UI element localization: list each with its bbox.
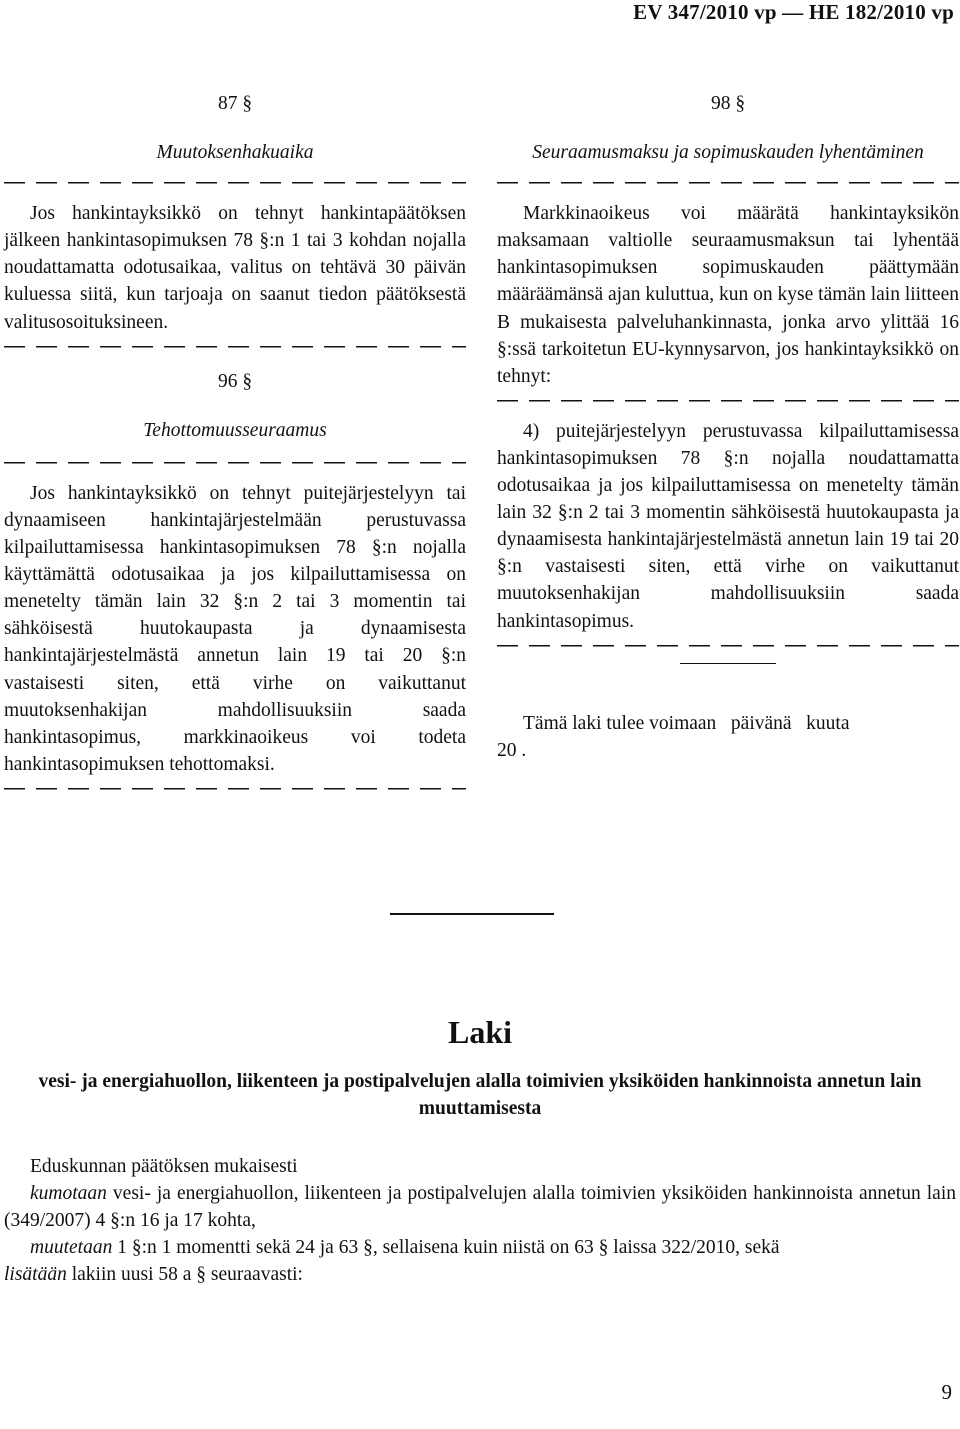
section-98-title: Seuraamusmaksu ja sopimuskauden lyhentäminen	[532, 142, 924, 164]
omission-dashes	[4, 782, 466, 796]
kumotaan-text: vesi- ja energiahuollon, liikenteen ja postipalvelujen alalla toimivien yksiköiden hankinnoista annetun lain (349/2007) 4 §:n 16 ja 17 kohta,	[4, 1183, 956, 1231]
lisataan-text: lakiin uusi 58 a § seuraavasti:	[66, 1264, 303, 1285]
section-96-number: 96 §	[217, 370, 253, 392]
muutetaan-word: muutetaan	[30, 1237, 113, 1258]
kumotaan-paragraph	[4, 1180, 956, 1234]
section-98-item-4: 4) puitejärjestelyyn perustuvassa kilpailuttamisessa hankintasopimuksen 78 §:n nojalla noudattamatta odotusaikaa ja jos kilpailuttamisessa on menetelty tämän lain 32 §:n 2 tai 3 momentin sähköisestä huutokaupasta ja dynaamisesta hankintajärjestelmästä annetun lain 19 tai 20 §:n vastaisesti siten, että virhe on vaikuttanut muutoksenhakijan mahdollisuuksiin saada hankintasopimus.	[497, 420, 959, 632]
law-subtitle: vesi- ja energiahuollon, liikenteen ja postipalvelujen alalla toimivien yksiköiden hankinnoista annetun lain muuttamisesta	[38, 1071, 922, 1119]
entry-into-force: Tämä laki tulee voimaan päivänä kuuta	[523, 713, 850, 735]
section-separator-rule	[390, 913, 554, 915]
muutetaan-paragraph	[4, 1234, 956, 1288]
left-column	[4, 82, 466, 806]
entry-year: 20 .	[497, 740, 527, 762]
section-96-text: Jos hankintayksikkö on tehnyt puitejärjestelyyn tai dynaamiseen hankintajärjestelmään perustuvassa kilpailuttamisessa hankintasopimuksen 78 §:n nojalla käyttämättä odotusaikaa ja jos kilpailuttamisessa on menetelty tämän lain 32 §:n 2 tai 3 momentin tai sähköisestä huutokaupasta ja dynaamisesta hankintajärjestelmästä annetun lain 19 tai 20 §:n vastaisesti siten, että virhe on vaikuttanut muutoksenhakijan mahdollisuuksiin saada hankintasopimus, markkinaoikeus voi todeta hankintasopimuksen tehottomaksi.	[4, 482, 466, 775]
law-preamble	[4, 1153, 956, 1288]
right-column	[497, 82, 959, 764]
omission-dashes	[4, 456, 466, 470]
section-87-number: 87 §	[217, 93, 253, 114]
kumotaan-word: kumotaan	[30, 1183, 107, 1204]
omission-dashes	[4, 176, 466, 190]
omission-dashes	[4, 340, 466, 354]
section-98-number: 98 §	[710, 93, 746, 114]
section-98-text: Markkinaoikeus voi määrätä hankintayksikön maksamaan valtiolle seuraamusmaksun tai lyhentää hankintasopimuksen sopimuskauden päättymään määräämänsä ajan kuluttua, kun on kyse tämän lain liitteen B mukaisesta palveluhankinnasta, jonka arvo ylittää 16 §:ssä tarkoitetun EU-kynnysarvon, jos hankintayksikkö on tehnyt:	[497, 203, 959, 387]
section-87-title: Muutoksenhakuaika	[156, 142, 314, 164]
law-intro: Eduskunnan päätöksen mukaisesti	[30, 1156, 298, 1177]
lisataan-word: lisätään	[4, 1264, 67, 1285]
end-rule-wrap	[497, 663, 959, 665]
muutetaan-text: 1 §:n 1 momentti sekä 24 ja 63 §, sellaisena kuin niistä on 63 § laissa 322/2010, sekä	[112, 1237, 780, 1258]
section-87-text: Jos hankintayksikkö on tehnyt hankintapäätöksen jälkeen hankintasopimuksen 78 §:n 1 tai 3 kohdan nojalla noudattamatta odotusaikaa, valitus on tehtävä 30 päivän kuluessa siitä, kun tarjoaja on saanut tiedon päätöksestä valitusosoituksineen.	[4, 203, 466, 333]
section-96-title: Tehottomuusseuraamus	[143, 419, 327, 441]
end-rule	[680, 663, 776, 665]
omission-dashes	[497, 639, 959, 653]
omission-dashes	[497, 394, 959, 408]
page-number: 9	[941, 1380, 952, 1404]
law-title: Laki	[447, 1014, 513, 1050]
page-header: EV 347/2010 vp — HE 182/2010 vp	[633, 0, 954, 24]
omission-dashes	[497, 176, 959, 190]
